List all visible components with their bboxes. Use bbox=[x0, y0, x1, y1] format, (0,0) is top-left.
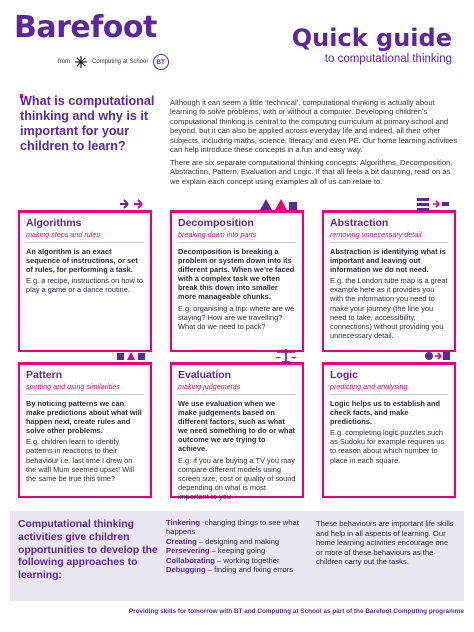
card-title: Logic bbox=[330, 369, 358, 381]
behaviour-term: Collaborating bbox=[166, 555, 215, 565]
behaviour-desc: – designing and making bbox=[196, 536, 280, 546]
card-example: E.g. the London tube map is a great example here as it provides you with the information you need to make your journey (the line you need to take, accessibility, connections) without providing you unnecessary detail. bbox=[330, 276, 448, 340]
card-subtitle: breaking down into parts bbox=[178, 230, 296, 243]
card-abstraction bbox=[322, 210, 456, 352]
card-title: Decomposition bbox=[178, 217, 254, 229]
card-definition: Logic helps us to establish and check facts, and make predictions. bbox=[330, 399, 441, 427]
intro-paragraph-2: There are six separate computational thinking concepts: Algorithms, Decomposition, Abstraction, Pattern, Evaluation and Logic. If that all feels a bit daunting, read on as we explain each concept using examples all of us can relate to. bbox=[170, 158, 453, 186]
approaches-panel bbox=[10, 511, 464, 601]
bt-logo: BT bbox=[153, 54, 169, 70]
card-definition: Decomposition is breaking a problem or system down into its different parts. When we’re faced with a complex task we often break this down into smaller more manageable chunks. bbox=[178, 247, 295, 302]
list-item bbox=[166, 537, 316, 546]
arrow-steps-icon bbox=[118, 196, 146, 211]
computing-at-school-label: Computing at School bbox=[92, 59, 148, 65]
behaviour-term: Debugging bbox=[166, 565, 206, 575]
layers-icon bbox=[416, 196, 450, 211]
card-title: Pattern bbox=[26, 369, 63, 381]
card-subtitle: spotting and using similarities bbox=[26, 382, 144, 395]
approaches-question: Computational thinking activities give children opportunities to develop the following approaches to learning: bbox=[18, 519, 158, 582]
logic-icon bbox=[424, 348, 450, 363]
footer-text: Providing skills for tomorrow with BT and Computing at School as part of the Barefoot Computing programme bbox=[128, 608, 464, 615]
page-subtitle: to computational thinking bbox=[324, 53, 452, 65]
intro-question: What is computational thinking and why is it important for your children to learn? bbox=[20, 94, 155, 153]
approaches-list bbox=[166, 518, 316, 574]
pattern-icon bbox=[116, 348, 146, 363]
card-example: E.g. completing logic puzzles such as Sudoku for example requires us to reason about which number to place in each square. bbox=[330, 428, 445, 465]
list-item bbox=[166, 556, 316, 565]
behaviour-desc: – finding and fixing errors bbox=[205, 565, 294, 575]
card-evaluation bbox=[170, 362, 304, 501]
card-subtitle: making judgements bbox=[178, 382, 296, 395]
card-definition: An algorithm is an exact sequence of instructions, or set of rules, for performing a task. bbox=[26, 247, 138, 275]
card-title: Algorithms bbox=[26, 217, 82, 229]
behaviour-term: Tinkering bbox=[166, 518, 201, 527]
card-definition: We use evaluation when we make judgements based on different factors, such as what we need something to do or what outcome we are trying to achieve. bbox=[178, 399, 296, 454]
card-definition: Abstraction is identifying what is important and leaving out information we do not need. bbox=[330, 247, 446, 275]
list-item bbox=[166, 518, 316, 537]
behaviour-desc: – keeping going bbox=[209, 546, 266, 556]
list-item bbox=[166, 565, 316, 574]
card-subtitle: predicting and analysing bbox=[330, 382, 448, 395]
behaviour-desc: – working together bbox=[214, 555, 280, 565]
scales-icon bbox=[274, 348, 298, 363]
card-example: E.g. children learn to identify patterns in reactions to their behaviour i.e. last time I drew on the wall Mum seemed upset! Will the same be true this time? bbox=[26, 437, 135, 483]
from-label: from bbox=[58, 59, 70, 65]
card-algorithms bbox=[18, 210, 152, 352]
card-subtitle: making steps and rules bbox=[26, 230, 144, 243]
computing-at-school-star-icon bbox=[75, 56, 87, 68]
card-example: E.g. organising a trip: where are we staying? How are we travelling? What do we need to pack? bbox=[178, 303, 295, 331]
page-title: Quick guide bbox=[291, 24, 452, 52]
card-example: E.g. if you are buying a TV you may compare different models using screen size, cost or quality of sound depending on what is most important to you. bbox=[178, 455, 296, 501]
card-logic bbox=[322, 362, 456, 498]
card-example: E.g. a recipe, instructions on how to play a game or a dance routine. bbox=[26, 276, 144, 295]
card-decomposition bbox=[170, 210, 304, 352]
behaviour-desc: -changing things to see what happens bbox=[166, 518, 299, 537]
approaches-note: These behaviours are important life skills and help in all aspects of learning. Our home learning activities encourage one or more of these behaviours as the children carry out the tasks. bbox=[316, 519, 454, 567]
behaviour-term: Persevering bbox=[166, 546, 210, 556]
header bbox=[0, 0, 474, 80]
card-title: Abstraction bbox=[330, 217, 389, 229]
behaviour-term: Creating bbox=[166, 536, 197, 546]
card-title: Evaluation bbox=[178, 369, 232, 381]
shapes-icon bbox=[258, 196, 298, 211]
list-item bbox=[166, 546, 316, 555]
partner-line bbox=[58, 54, 169, 70]
card-subtitle: removing unnecessary detail bbox=[330, 230, 448, 243]
intro-paragraph-1: Although it can seem a little ‘technical’, computational thinking is actually about learning to solve problems, with or without a computer. Developing children’s computational thinking is central to the computing curriculum at primary school and beyond, but it can also be applied across everyday life and indeed, all their other subjects, including maths, science, literacy and even PE. Our home learning activities can help introduce these concepts in a fun and easy way. bbox=[170, 98, 458, 155]
card-pattern bbox=[18, 362, 152, 498]
card-definition: By noticing patterns we can make predictions about what will happen next, create rules and solve other problems. bbox=[26, 399, 142, 436]
barefoot-logo: Barefoot bbox=[14, 10, 157, 45]
